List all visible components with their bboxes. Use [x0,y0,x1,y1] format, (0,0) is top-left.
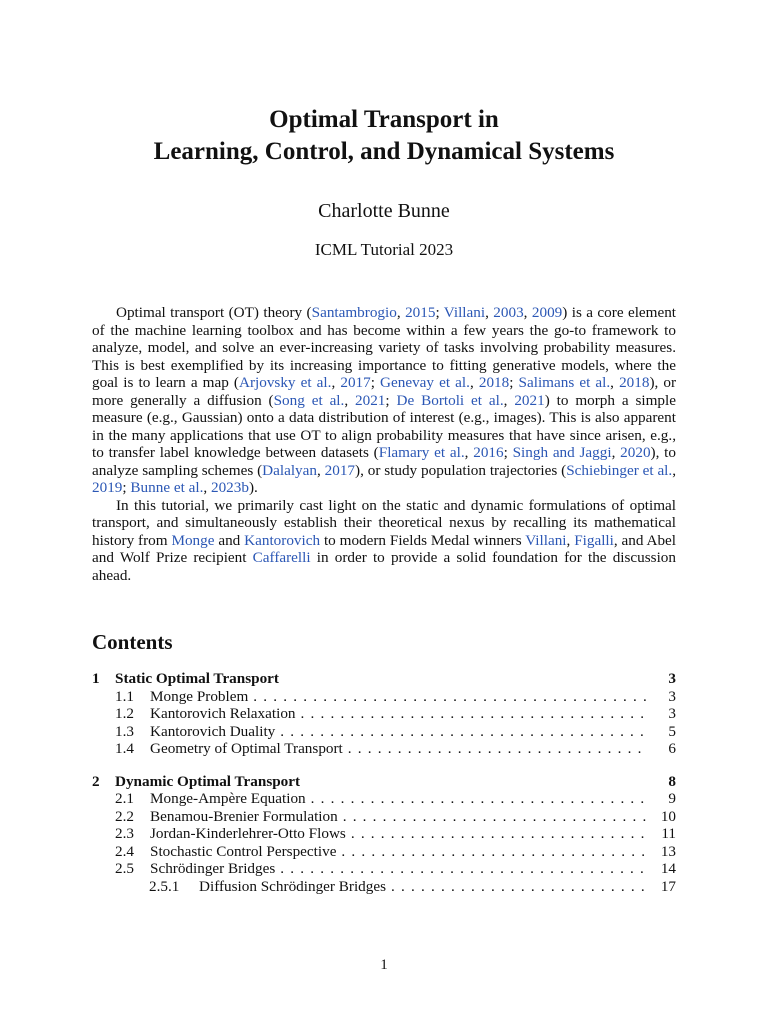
body-text: , [611,444,621,461]
toc-entry[interactable] [92,705,676,723]
body-text: , [203,479,211,496]
toc-page-number: 3 [668,705,676,722]
toc-number: 1.3 [115,722,134,740]
toc-entry[interactable] [92,843,676,861]
toc-entry[interactable] [92,773,676,791]
citation-link[interactable]: 2016 [473,444,504,461]
toc-number: 2.2 [115,807,134,825]
toc-title: Geometry of Optimal Transport . . . [150,740,648,758]
body-text: , [316,461,325,479]
citation-link[interactable]: Villani [443,304,486,321]
citation-link[interactable]: 2021 [514,391,545,409]
toc-number: 2.1 [115,790,134,807]
body-text: Optimal transport (OT) theory ( [116,304,312,321]
citation-link[interactable]: Schiebinger et al. [566,461,673,479]
citation-link[interactable]: Figalli [574,531,614,549]
body-text: ; [385,391,397,409]
body-text: , [672,461,676,479]
paper-title [0,104,768,168]
toc-title: Dynamic Optimal Transport [115,772,301,790]
body-text: and [214,531,245,549]
abstract-paragraph-1 [92,304,676,497]
citation-link[interactable]: 2015 [405,304,436,321]
toc-page-number: 11 [661,825,676,842]
toc-title: Schrödinger Bridges . . . [150,860,648,878]
toc-entry[interactable] [92,670,676,688]
author-name: Charlotte Bunne [318,200,450,222]
body-text: ; [122,479,131,496]
citation-link[interactable]: 2020 [620,444,651,461]
citation-link[interactable]: Genevay et al. [380,374,470,391]
toc-title: Static Optimal Transport [115,670,279,687]
toc-entry[interactable] [92,688,676,706]
toc-page-number: 17 [660,877,676,895]
abstract-paragraph-2 [92,497,676,585]
body-text: ) to morph a simple measure (e.g., Gaussian) onto a data distribution of interest (e.g., images). This is also apparent in the many applications that use OT to align probability measures that have since arisen, e.g., to transfer label knowledge between datasets ( [92,391,676,461]
body-text: ; [370,374,381,391]
title-line-2: Learning, Control, and Dynamical Systems [153,138,615,165]
venue: ICML Tutorial 2023 [314,240,454,259]
toc-page-number: 3 [668,687,676,705]
toc-page-number: 14 [660,860,676,877]
body-text: , [396,304,406,321]
citation-link[interactable]: Flamary et al. [378,444,465,461]
body-text: ), or more generally a diffusion ( [92,374,677,409]
toc-entry[interactable] [92,723,676,741]
page-number: 1 [380,957,388,973]
toc-number: 1.1 [115,687,134,705]
body-text: ) is a core element of the machine learning toolbox and has become within a few years the go-to framework to analyze, model, and solve an ever-increasing variety of tasks involving probability measures. This is best exemplified by its increasing importance to fitting generative models, where the goal is to learn a map ( [92,304,677,391]
citation-link[interactable]: Monge [171,531,215,549]
citation-link[interactable]: Salimans et al. [518,374,611,391]
citation-link[interactable]: 2018 [619,374,650,391]
body-text: , [503,391,515,409]
body-text: , [331,374,341,391]
toc-number: 2.4 [115,842,134,860]
toc-number: 1.4 [115,740,134,757]
contents-heading: Contents [92,630,173,654]
body-text: , [464,444,474,461]
toc-number: 2.5.1 [149,877,180,895]
toc-entry[interactable] [92,825,676,843]
toc-title: Kantorovich Duality . . . [150,723,648,741]
citation-link[interactable]: De Bortoli et al. [396,391,504,409]
toc-title: Diffusion Schrödinger Bridges . . . [199,878,648,896]
toc-number: 1 [92,670,100,687]
toc-title: Monge-Ampère Equation . . . [150,790,648,808]
body-text: , [523,304,532,321]
toc-title: Benamou-Brenier Formulation . . . [150,808,648,826]
toc-entry[interactable] [92,808,676,826]
body-text: ; [509,374,519,391]
citation-link[interactable]: Villani [525,531,567,549]
body-text: In this tutorial, we primarily cast light on the static and dynamic formulations of optimal transport, and simultaneously establish their theoretical nexus by recalling its mathematical history from [92,496,676,549]
citation-link[interactable]: 2019 [92,479,123,496]
citation-link[interactable]: Kantorovich [244,531,321,549]
toc-entry[interactable] [92,790,676,808]
citation-link[interactable]: Singh and Jaggi [512,444,612,461]
toc-page-number: 9 [668,790,676,807]
citation-link[interactable]: 2003 [493,304,524,321]
toc-page-number: 13 [660,842,676,860]
toc-page-number: 6 [668,740,676,757]
body-text: , [485,304,494,321]
body-text: , [566,531,575,549]
body-text: to modern Fields Medal winners [320,531,526,549]
citation-link[interactable]: Dalalyan [262,461,317,479]
citation-link[interactable]: Bunne et al. [130,479,204,496]
body-text: , [469,374,479,391]
citation-link[interactable]: Caffarelli [252,549,311,566]
body-text: ). [248,479,258,496]
toc-number: 2 [92,772,100,790]
body-text: , [610,374,620,391]
citation-link[interactable]: 2017 [324,461,356,479]
citation-link[interactable]: 2021 [355,391,386,409]
toc-entry[interactable] [92,878,676,896]
citation-link[interactable]: 2023b [210,479,249,496]
table-of-contents [92,670,676,895]
toc-number: 1.2 [115,705,134,722]
citation-link[interactable]: Arjovsky et al. [238,374,332,391]
body-text: in order to provide a solid foundation for the discussion ahead. [92,549,676,584]
body-text: ), or study population trajectories ( [355,461,567,479]
body-text: , [344,391,356,409]
title-line-1: Optimal Transport in [269,106,499,133]
toc-page-number: 8 [668,772,676,790]
citation-link[interactable]: Song et al. [273,391,345,409]
citation-link[interactable]: 2017 [340,374,371,391]
citation-link[interactable]: Santambrogio [311,304,397,321]
toc-page-number: 10 [660,807,676,825]
body-text: , and Abel and Wolf Prize recipient [92,531,677,566]
body-text: ; [435,304,444,321]
toc-title: Kantorovich Relaxation . . . [150,705,648,723]
toc-entry[interactable] [92,740,676,758]
toc-number: 2.3 [115,825,134,842]
toc-title: Jordan-Kinderlehrer-Otto Flows . . . [150,825,648,843]
toc-title: Monge Problem . . . [150,688,648,706]
abstract [92,304,676,584]
toc-number: 2.5 [115,860,134,877]
body-text: ; [503,444,513,461]
toc-page-number: 5 [668,722,676,740]
citation-link[interactable]: 2009 [531,304,563,321]
toc-entry[interactable] [92,860,676,878]
citation-link[interactable]: 2018 [478,374,510,391]
toc-title: Stochastic Control Perspective . . . [150,843,648,861]
body-text: ), to analyze sampling schemes ( [92,444,676,479]
toc-page-number: 3 [668,670,676,687]
